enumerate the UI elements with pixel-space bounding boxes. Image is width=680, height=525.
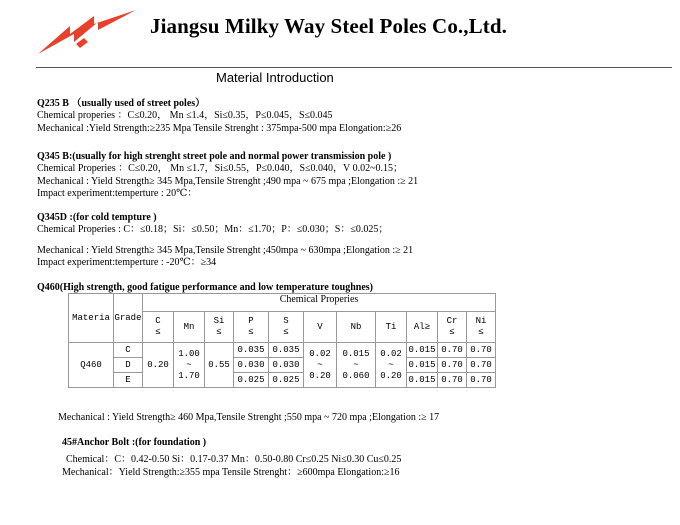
si-cell: 0.55 — [205, 343, 234, 388]
grade-cell: C — [114, 343, 143, 358]
ni-cell: 0.70 — [467, 358, 496, 373]
cr-cell: 0.70 — [438, 358, 467, 373]
element-header: S ≤ — [269, 312, 304, 343]
table-header-material: Materia — [69, 294, 114, 343]
element-header: Cr ≤ — [438, 312, 467, 343]
table-row — [69, 343, 496, 358]
material-cell: Q460 — [69, 343, 114, 388]
section-heading: Q345D :(for cold tempture ) — [37, 212, 157, 223]
element-header: Mn — [174, 312, 205, 343]
cr-cell: 0.70 — [438, 373, 467, 388]
p-cell: 0.025 — [234, 373, 269, 388]
section-line: Mechanical :Yield Strength:≥235 Mpa Tensile Strenght : 375mpa-500 mpa Elongation:≥26 — [37, 122, 402, 134]
al-cell: 0.015 — [407, 343, 438, 358]
nb-cell: 0.015 ~ 0.060 — [337, 343, 376, 388]
p-cell: 0.030 — [234, 358, 269, 373]
section-heading: Q235 B （usually used of street poles） — [37, 98, 206, 109]
section-heading: Q345 B:(usually for high strenght street pole and normal power transmission pole ) — [37, 151, 392, 162]
section-line: Impact experiment:temperture : -20℃：≥34 — [37, 257, 217, 269]
section-line: Chemical Properies ：C≤0.20， Mn ≤1.7，Si≤0.55，P≤0.040，S≤0.040，V 0.02~0.15； — [37, 163, 404, 175]
grade-cell: E — [114, 373, 143, 388]
ni-cell: 0.70 — [467, 343, 496, 358]
section-q345d — [37, 212, 413, 270]
company-logo — [36, 8, 141, 58]
section-q345b — [37, 151, 418, 201]
table-row — [69, 358, 496, 373]
header-divider — [36, 67, 672, 68]
ti-cell: 0.02 ~ 0.20 — [376, 343, 407, 388]
table-header-grade: Grade — [114, 294, 143, 343]
element-header: Nb — [337, 312, 376, 343]
section-q235b — [37, 98, 401, 135]
section-line: Chemical Properies : C：≤0.18；Si：≤0.50；Mn：≤1.70；P：≤0.030；S：≤0.025； — [37, 224, 389, 236]
spacer — [37, 237, 413, 245]
table-caption: Chemical Properies — [143, 294, 496, 312]
anchor-mechanical: Mechanical：Yield Strength:≥355 mpa Tensile Strenght：≥600mpa Elongation:≥16 — [62, 467, 400, 478]
grade-cell: D — [114, 358, 143, 373]
element-header: Ni ≤ — [467, 312, 496, 343]
section-line: Mechanical : Yield Strength≥ 345 Mpa,Tensile Strenght ;450mpa ~ 630mpa ;Elongation :≥ 21 — [37, 244, 414, 256]
anchor-heading: 45#Anchor Bolt :(for foundation ) — [62, 437, 207, 448]
s-cell: 0.035 — [269, 343, 304, 358]
s-cell: 0.030 — [269, 358, 304, 373]
chemical-properties-table — [68, 293, 496, 388]
section-line: Mechanical : Yield Strength≥ 345 Mpa,Tensile Strenght ;490 mpa ~ 675 mpa ;Elongation :≥ 21 — [37, 175, 419, 187]
element-header: C ≤ — [143, 312, 174, 343]
element-header: Al≥ — [407, 312, 438, 343]
cr-cell: 0.70 — [438, 343, 467, 358]
company-name: Jiangsu Milky Way Steel Poles Co.,Ltd. — [150, 14, 507, 38]
p-cell: 0.035 — [234, 343, 269, 358]
al-cell: 0.015 — [407, 373, 438, 388]
c-cell: 0.20 — [143, 343, 174, 388]
page-title: Material Introduction — [216, 70, 334, 85]
v-cell: 0.02 ~ 0.20 — [304, 343, 337, 388]
element-header: Ti — [376, 312, 407, 343]
al-cell: 0.015 — [407, 358, 438, 373]
section-line: Impact experiment:temperture : 20℃： — [37, 188, 198, 200]
element-header: P ≤ — [234, 312, 269, 343]
mn-cell: 1.00 ~ 1.70 — [174, 343, 205, 388]
anchor-chemical: Chemical：C：0.42-0.50 Si：0.17-0.37 Mn：0.50-0.80 Cr≤0.25 Ni≤0.30 Cu≤0.25 — [66, 454, 402, 465]
section-heading: Q460(High strength, good fatigue performance and low temperature toughnes) — [37, 282, 373, 293]
element-header: Si ≤ — [205, 312, 234, 343]
section-line: Chemical properies ：C≤0.20， Mn ≤1.4，Si≤0.35，P≤0.045，S≤0.045 — [37, 110, 333, 122]
q460-mechanical: Mechanical : Yield Strength≥ 460 Mpa,Tensile Strenght ;550 mpa ~ 720 mpa ;Elongation :≥ 17 — [58, 412, 440, 423]
ni-cell: 0.70 — [467, 373, 496, 388]
element-header: V — [304, 312, 337, 343]
s-cell: 0.025 — [269, 373, 304, 388]
table-row — [69, 373, 496, 388]
